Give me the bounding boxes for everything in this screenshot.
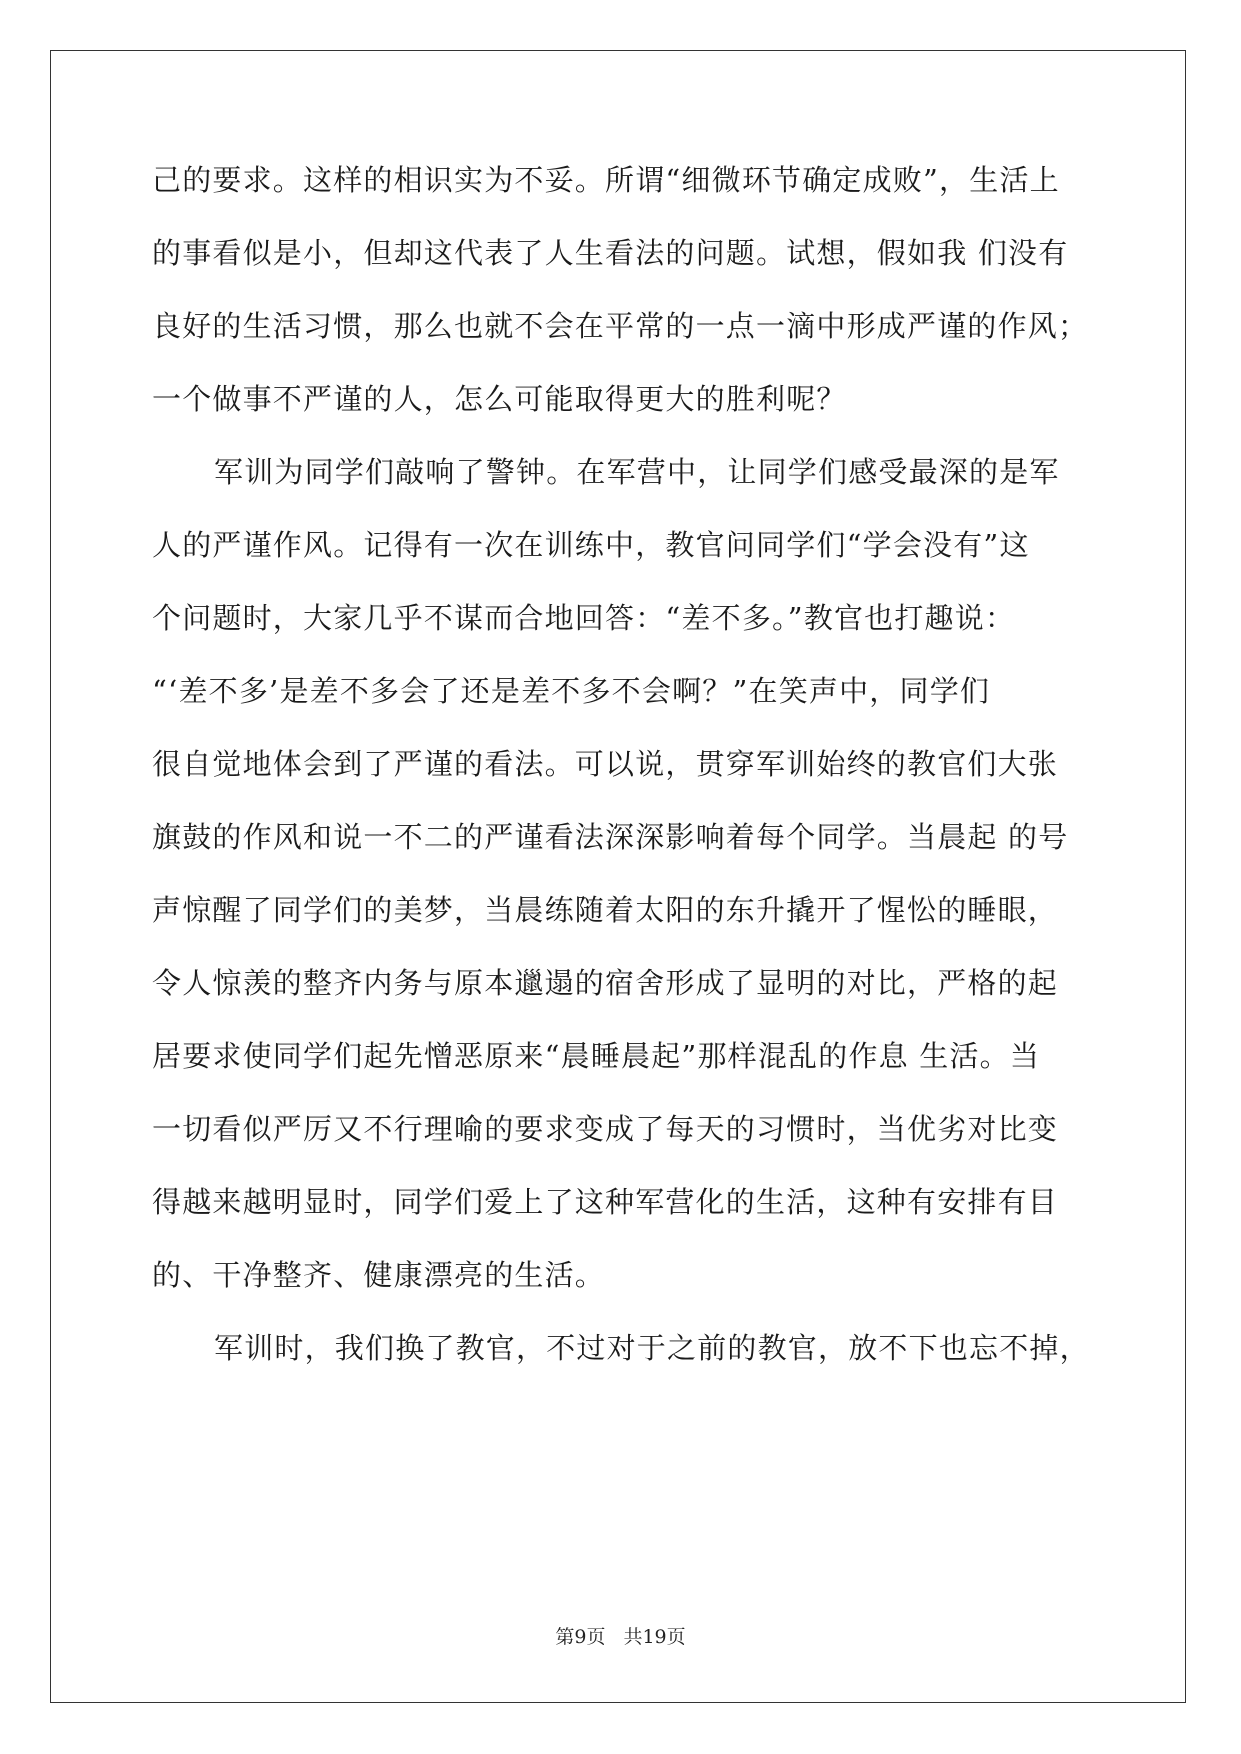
text-line: 居要求使同学们起先憎恶原来“晨睡晨起”那样混乱的作息 生活。当 <box>152 1039 1041 1073</box>
page-number-current: 第9页 <box>555 1626 606 1648</box>
text-line: 一个做事不严谨的人，怎么可能取得更大的胜利呢？ <box>152 382 847 416</box>
page-number-total: 共19页 <box>623 1626 686 1648</box>
text-line: 声惊醒了同学们的美梦，当晨练随着太阳的东升撬开了惺忪的睡眼， <box>152 893 1059 927</box>
text-line: 得越来越明显时，同学们爱上了这种军营化的生活，这种有安排有目 <box>152 1185 1059 1219</box>
text-line: “‘差不多’是差不多会了还是差不多不会啊？”在笑声中，同学们 <box>152 674 991 708</box>
paragraph-first-line: 军训时，我们换了教官，不过对于之前的教官，放不下也忘不掉， <box>214 1331 1090 1365</box>
paragraph-first-line: 军训为同学们敲响了警钟。在军营中，让同学们感受最深的是军 <box>214 455 1060 489</box>
page-footer <box>0 1622 1241 1649</box>
text-line: 个问题时，大家几乎不谋而合地回答：“差不多。”教官也打趣说： <box>152 601 1016 635</box>
page-border <box>50 50 1186 1703</box>
text-line: 令人惊羡的整齐内务与原本邋遢的宿舍形成了显明的对比，严格的起 <box>152 966 1059 1000</box>
text-line: 的事看似是小，但却这代表了人生看法的问题。试想，假如我 们没有 <box>152 236 1069 270</box>
text-line: 良好的生活习惯，那么也就不会在平常的一点一滴中形成严谨的作风； <box>152 309 1089 343</box>
text-line: 旗鼓的作风和说一不二的严谨看法深深影响着每个同学。当晨起 的号 <box>152 820 1069 854</box>
text-line: 人的严谨作风。记得有一次在训练中，教官问同学们“学会没有”这 <box>152 528 1030 562</box>
text-line: 一切看似严厉又不行理喻的要求变成了每天的习惯时，当优劣对比变 <box>152 1112 1059 1146</box>
text-line: 的、干净整齐、健康漂亮的生活。 <box>152 1258 606 1292</box>
text-line: 己的要求。这样的相识实为不妥。所谓“细微环节确定成败”，生活上 <box>152 163 1060 197</box>
text-line: 很自觉地体会到了严谨的看法。可以说，贯穿军训始终的教官们大张 <box>152 747 1059 781</box>
